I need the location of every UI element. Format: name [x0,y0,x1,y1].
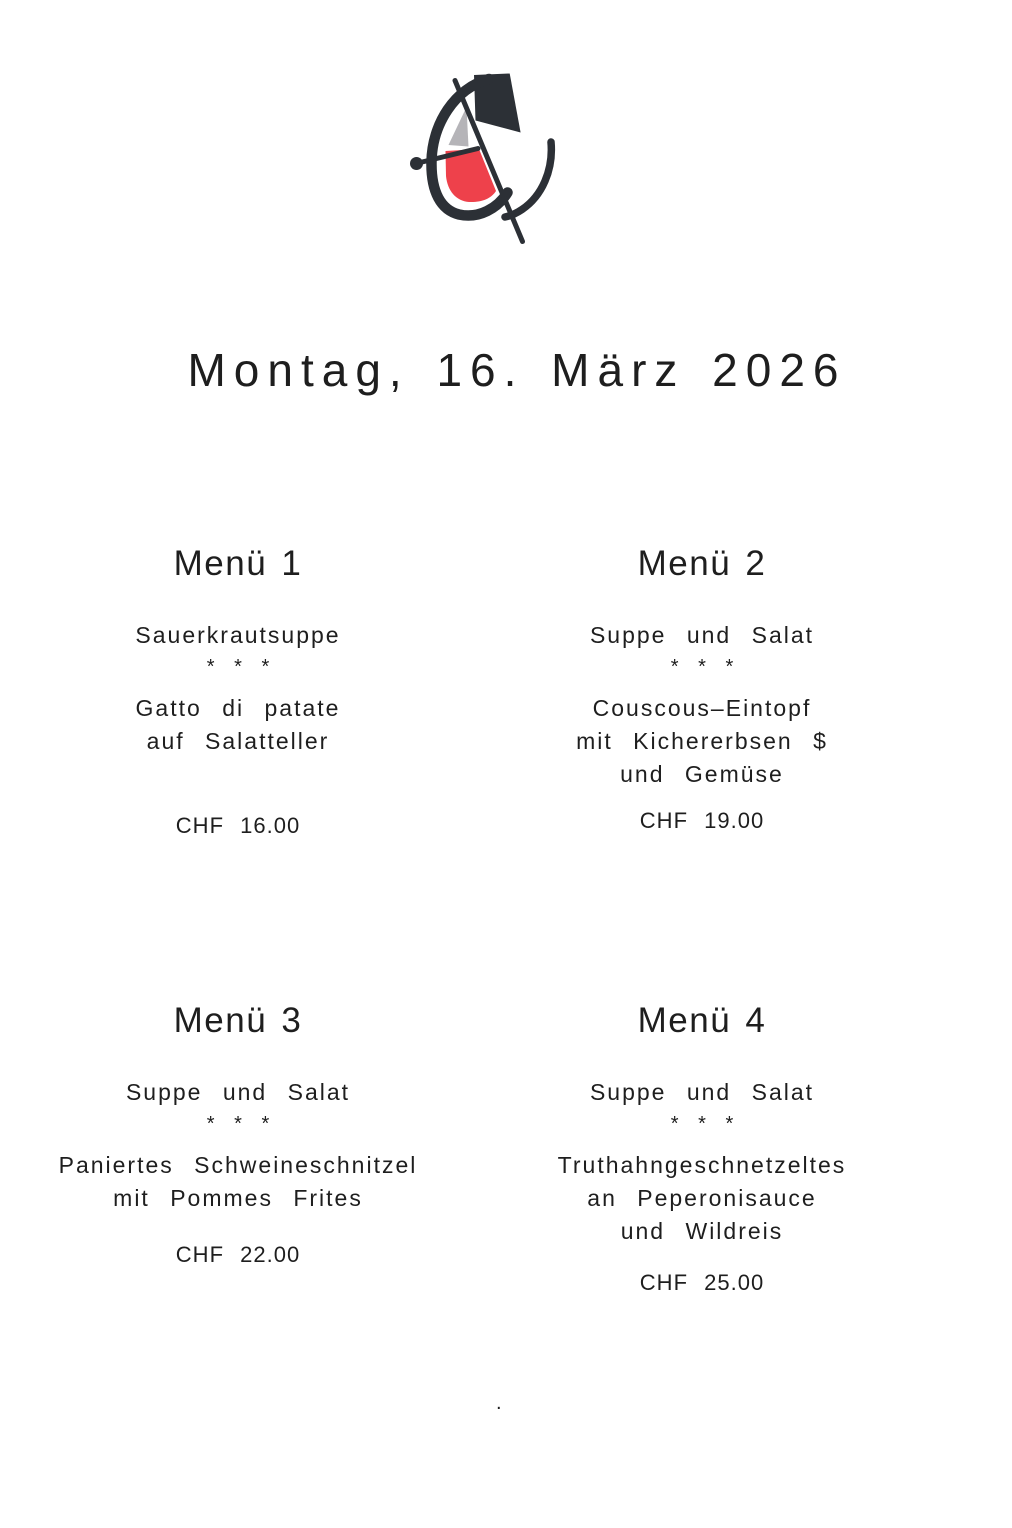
menu-2-title: Menü 2 [637,544,767,583]
menu-2-course-1: Suppe und Salat [589,622,815,648]
menu-1-card [18,545,458,840]
menu-1-course-2 [18,692,458,758]
course-line: und Wildreis [620,1218,784,1244]
menu-4-card [482,1002,922,1297]
menu-3-title: Menü 3 [173,1001,303,1040]
menu-1-price: CHF 16.00 [175,813,301,838]
menu-4-course-1: Suppe und Salat [589,1079,815,1105]
menu-3-course-1: Suppe und Salat [125,1079,351,1105]
course-line: Gatto di patate [135,695,341,721]
menu-1-title: Menü 1 [173,544,303,583]
restaurant-logo [395,62,565,272]
menu-2-separator: * * * [670,656,734,678]
course-line: Paniertes Schweineschnitzel [58,1152,418,1178]
logo-pin-head [410,157,423,170]
menu-4-price: CHF 25.00 [639,1270,765,1295]
menu-1-separator: * * * [206,656,270,678]
course-line: und Gemüse [620,761,784,787]
menu-3-separator: * * * [206,1113,270,1135]
course-line: Couscous–Eintopf [592,695,812,721]
menu-3-course-2 [18,1149,458,1215]
menu-2-price: CHF 19.00 [639,808,765,833]
menu-1-course-1: Sauerkrautsuppe [135,622,341,648]
course-line: mit Pommes Frites [113,1185,363,1211]
footer-dot: . [496,1392,502,1414]
page-title-date: Montag, 16. März 2026 [187,344,847,396]
menu-4-title: Menü 4 [637,1001,767,1040]
logo-tail-arc [505,142,551,217]
menu-3-card [18,1002,458,1269]
course-line: mit Kichererbsen $ [576,728,828,754]
menu-4-separator: * * * [670,1113,734,1135]
menu-2-card [482,545,922,835]
course-line: auf Salatteller [146,728,330,754]
stylized-e-flag-pin-icon [395,62,565,272]
menu-2-course-2 [482,692,922,791]
menu-4-course-2 [482,1149,922,1248]
course-line: an Peperonisauce [587,1185,817,1211]
course-line: Truthahngeschnetzeltes [557,1152,847,1178]
menu-3-price: CHF 22.00 [175,1242,301,1267]
